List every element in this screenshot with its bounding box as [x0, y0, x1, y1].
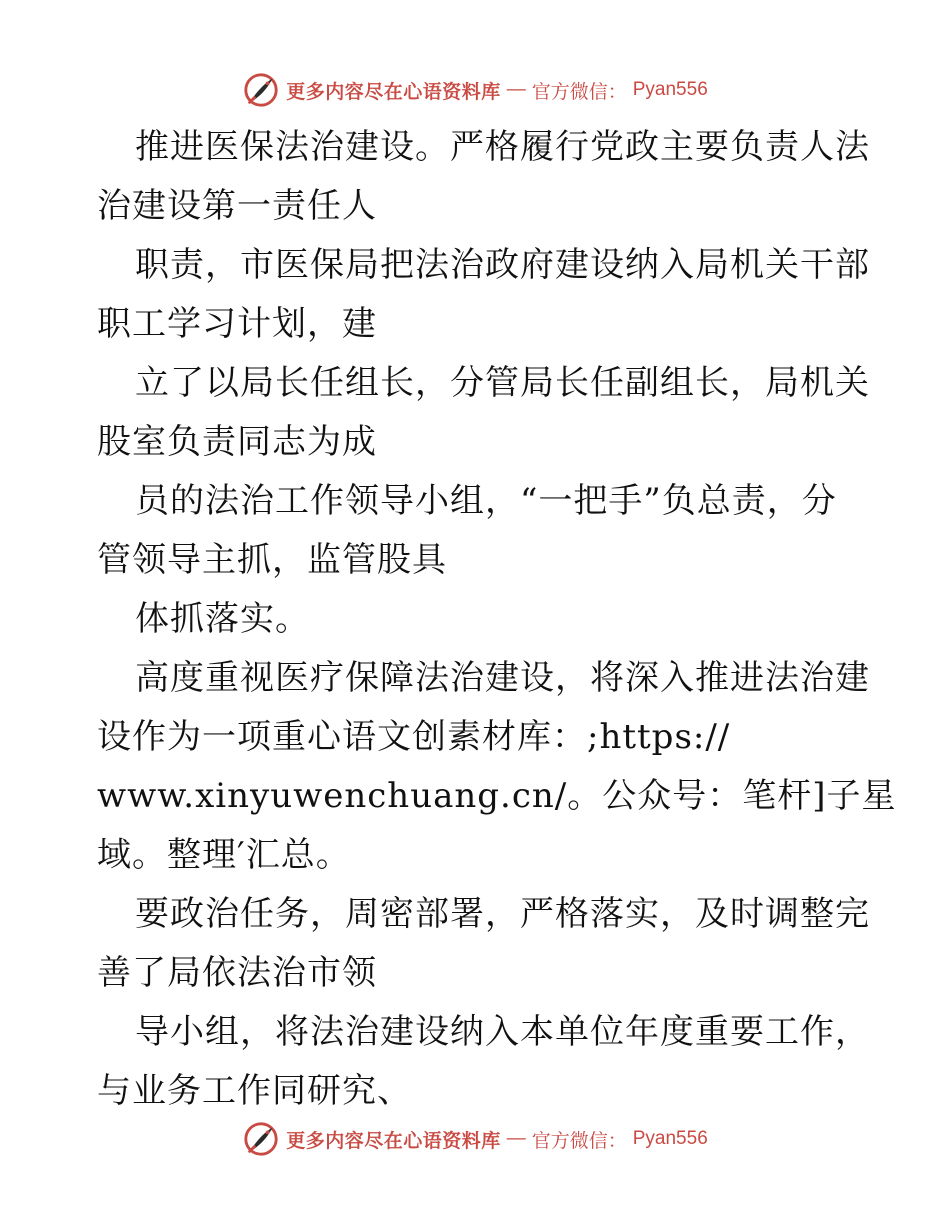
- body-line: 职责，市医保局把法治政府建设纳入局机关干部: [135, 245, 870, 285]
- body-line: 立了以局长任组长，分管局长任副组长，局机关: [135, 363, 870, 403]
- footer-dash: —: [506, 1128, 526, 1149]
- document-body: [97, 118, 897, 1121]
- body-line: 要政治任务，周密部署，严格落实，及时调整完: [135, 894, 870, 934]
- body-line: 推进医保法治建设。严格履行党政主要负责人法: [135, 127, 870, 167]
- body-line: 股室负责同志为成: [97, 422, 377, 462]
- body-line: 员的法治工作领导小组，“一把手”负总责，分: [135, 481, 837, 521]
- footer-banner: [0, 1119, 950, 1159]
- footer-wechat-label: 官方微信：: [531, 1129, 627, 1152]
- body-line: 导小组，将法治建设纳入本单位年度重要工作，: [135, 1012, 870, 1052]
- body-line: 与业务工作同研究、: [97, 1071, 412, 1111]
- header-dash: —: [506, 79, 526, 100]
- body-line: 管领导主抓，监管股具: [97, 540, 447, 580]
- header-wechat-id: Pyan556: [632, 79, 708, 100]
- body-line: 设作为一项重心语文创素材库：;https://: [97, 717, 731, 757]
- quill-logo-icon: [242, 1120, 280, 1158]
- body-line: 高度重视医疗保障法治建设，将深入推进法治建: [135, 658, 870, 698]
- body-line: 善了局依法治市领: [97, 953, 377, 993]
- body-line: 治建设第一责任人: [97, 186, 377, 226]
- footer-wechat-id: Pyan556: [632, 1128, 708, 1149]
- header-wechat-label: 官方微信：: [531, 80, 627, 103]
- body-line: www.xinyuwenchuang.cn/。公众号：笔杆]子星: [97, 776, 897, 816]
- quill-logo-icon: [242, 71, 280, 109]
- body-line: 体抓落实。: [135, 599, 310, 639]
- body-line: 域。整理′汇总。: [97, 835, 351, 875]
- header-banner: [0, 70, 950, 110]
- body-line: 职工学习计划，建: [97, 304, 377, 344]
- header-brand-text: 更多内容尽在心语资料库: [286, 80, 501, 103]
- footer-brand-text: 更多内容尽在心语资料库: [286, 1129, 501, 1152]
